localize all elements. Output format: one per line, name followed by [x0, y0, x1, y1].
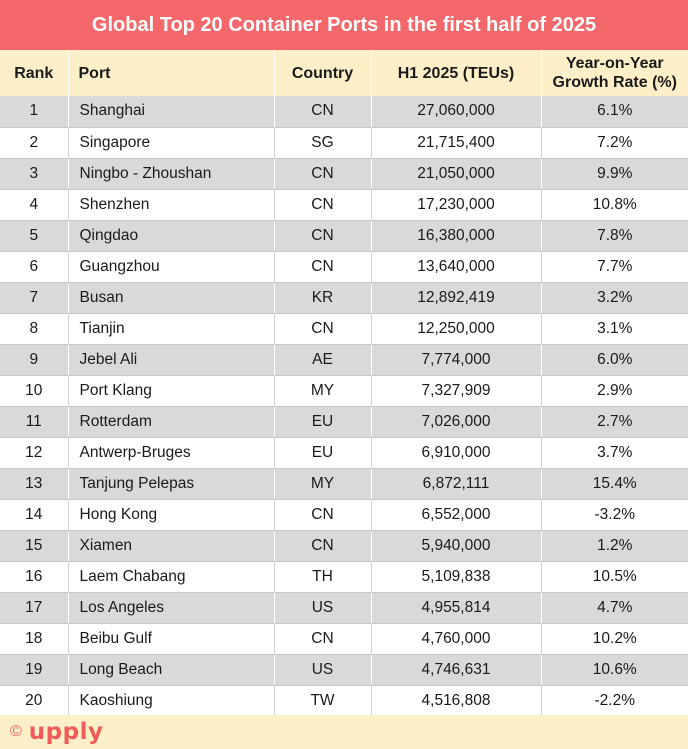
rank-cell: 18 — [0, 623, 68, 654]
table-row — [0, 127, 688, 158]
country-cell: TW — [274, 685, 371, 716]
teu-cell: 5,940,000 — [371, 530, 541, 561]
growth-cell: 1.2% — [541, 530, 688, 561]
port-cell: Kaoshiung — [68, 685, 274, 716]
teu-cell: 21,715,400 — [371, 127, 541, 158]
country-cell: US — [274, 654, 371, 685]
rank-cell: 14 — [0, 499, 68, 530]
teu-cell: 13,640,000 — [371, 251, 541, 282]
rank-cell: 7 — [0, 282, 68, 313]
table-row — [0, 220, 688, 251]
teu-cell: 4,760,000 — [371, 623, 541, 654]
table-row — [0, 530, 688, 561]
growth-cell: 3.2% — [541, 282, 688, 313]
header-row — [0, 50, 688, 96]
teu-cell: 7,026,000 — [371, 406, 541, 437]
table-row — [0, 158, 688, 189]
port-cell: Laem Chabang — [68, 561, 274, 592]
teu-cell: 6,910,000 — [371, 437, 541, 468]
table-row — [0, 499, 688, 530]
rank-cell: 19 — [0, 654, 68, 685]
teu-cell: 4,955,814 — [371, 592, 541, 623]
country-cell: MY — [274, 375, 371, 406]
port-cell: Los Angeles — [68, 592, 274, 623]
table-row — [0, 561, 688, 592]
port-cell: Rotterdam — [68, 406, 274, 437]
port-cell: Tanjung Pelepas — [68, 468, 274, 499]
port-cell: Xiamen — [68, 530, 274, 561]
table-row — [0, 468, 688, 499]
rank-cell: 13 — [0, 468, 68, 499]
table-row — [0, 592, 688, 623]
upply-logo: upply — [28, 719, 104, 745]
growth-cell: 10.6% — [541, 654, 688, 685]
growth-cell: -3.2% — [541, 499, 688, 530]
country-cell: CN — [274, 158, 371, 189]
country-cell: MY — [274, 468, 371, 499]
rank-cell: 1 — [0, 96, 68, 127]
header-teu: H1 2025 (TEUs) — [371, 50, 541, 96]
country-cell: SG — [274, 127, 371, 158]
port-cell: Tianjin — [68, 313, 274, 344]
port-cell: Shanghai — [68, 96, 274, 127]
rank-cell: 17 — [0, 592, 68, 623]
teu-cell: 17,230,000 — [371, 189, 541, 220]
rank-cell: 11 — [0, 406, 68, 437]
copyright-symbol: © — [10, 723, 22, 740]
header-growth-line2: Growth Rate (%) — [552, 74, 677, 91]
table-row — [0, 654, 688, 685]
teu-cell: 4,746,631 — [371, 654, 541, 685]
table-row — [0, 437, 688, 468]
growth-cell: 10.8% — [541, 189, 688, 220]
growth-cell: 6.1% — [541, 96, 688, 127]
growth-cell: 2.9% — [541, 375, 688, 406]
teu-cell: 21,050,000 — [371, 158, 541, 189]
table-row — [0, 96, 688, 127]
teu-cell: 12,892,419 — [371, 282, 541, 313]
port-cell: Jebel Ali — [68, 344, 274, 375]
table-body — [0, 96, 688, 716]
table-row — [0, 313, 688, 344]
footer — [0, 715, 688, 749]
ports-table — [0, 50, 688, 717]
country-cell: CN — [274, 313, 371, 344]
rank-cell: 12 — [0, 437, 68, 468]
growth-cell: 10.5% — [541, 561, 688, 592]
port-cell: Port Klang — [68, 375, 274, 406]
country-cell: EU — [274, 437, 371, 468]
table-header — [0, 50, 688, 96]
teu-cell: 12,250,000 — [371, 313, 541, 344]
country-cell: CN — [274, 623, 371, 654]
rank-cell: 8 — [0, 313, 68, 344]
table-row — [0, 406, 688, 437]
table-row — [0, 685, 688, 716]
port-cell: Long Beach — [68, 654, 274, 685]
port-cell: Singapore — [68, 127, 274, 158]
header-country: Country — [274, 50, 371, 96]
header-port: Port — [68, 50, 274, 96]
rank-cell: 9 — [0, 344, 68, 375]
table-row — [0, 344, 688, 375]
growth-cell: 3.1% — [541, 313, 688, 344]
port-cell: Ningbo - Zhoushan — [68, 158, 274, 189]
growth-cell: 9.9% — [541, 158, 688, 189]
rank-cell: 20 — [0, 685, 68, 716]
port-cell: Antwerp-Bruges — [68, 437, 274, 468]
growth-cell: 3.7% — [541, 437, 688, 468]
teu-cell: 27,060,000 — [371, 96, 541, 127]
port-cell: Hong Kong — [68, 499, 274, 530]
rank-cell: 16 — [0, 561, 68, 592]
country-cell: CN — [274, 96, 371, 127]
growth-cell: 6.0% — [541, 344, 688, 375]
rank-cell: 6 — [0, 251, 68, 282]
port-cell: Beibu Gulf — [68, 623, 274, 654]
rank-cell: 3 — [0, 158, 68, 189]
teu-cell: 7,327,909 — [371, 375, 541, 406]
country-cell: AE — [274, 344, 371, 375]
country-cell: US — [274, 592, 371, 623]
growth-cell: 4.7% — [541, 592, 688, 623]
growth-cell: 10.2% — [541, 623, 688, 654]
country-cell: CN — [274, 530, 371, 561]
growth-cell: 7.8% — [541, 220, 688, 251]
growth-cell: -2.2% — [541, 685, 688, 716]
table-row — [0, 251, 688, 282]
country-cell: KR — [274, 282, 371, 313]
port-cell: Busan — [68, 282, 274, 313]
teu-cell: 6,552,000 — [371, 499, 541, 530]
table-row — [0, 375, 688, 406]
header-growth-line1: Year-on-Year — [565, 55, 664, 72]
rank-cell: 2 — [0, 127, 68, 158]
table-row — [0, 623, 688, 654]
teu-cell: 4,516,808 — [371, 685, 541, 716]
growth-cell: 7.2% — [541, 127, 688, 158]
rank-cell: 15 — [0, 530, 68, 561]
teu-cell: 5,109,838 — [371, 561, 541, 592]
teu-cell: 7,774,000 — [371, 344, 541, 375]
port-cell: Qingdao — [68, 220, 274, 251]
growth-cell: 7.7% — [541, 251, 688, 282]
header-rank: Rank — [0, 50, 68, 96]
rank-cell: 4 — [0, 189, 68, 220]
country-cell: TH — [274, 561, 371, 592]
teu-cell: 6,872,111 — [371, 468, 541, 499]
country-cell: EU — [274, 406, 371, 437]
header-growth — [541, 50, 688, 96]
port-cell: Guangzhou — [68, 251, 274, 282]
port-cell: Shenzhen — [68, 189, 274, 220]
country-cell: CN — [274, 499, 371, 530]
growth-cell: 15.4% — [541, 468, 688, 499]
rank-cell: 10 — [0, 375, 68, 406]
country-cell: CN — [274, 189, 371, 220]
table-row — [0, 282, 688, 313]
rank-cell: 5 — [0, 220, 68, 251]
table-title: Global Top 20 Container Ports in the first half of 2025 — [0, 0, 688, 50]
table-row — [0, 189, 688, 220]
country-cell: CN — [274, 220, 371, 251]
growth-cell: 2.7% — [541, 406, 688, 437]
teu-cell: 16,380,000 — [371, 220, 541, 251]
country-cell: CN — [274, 251, 371, 282]
